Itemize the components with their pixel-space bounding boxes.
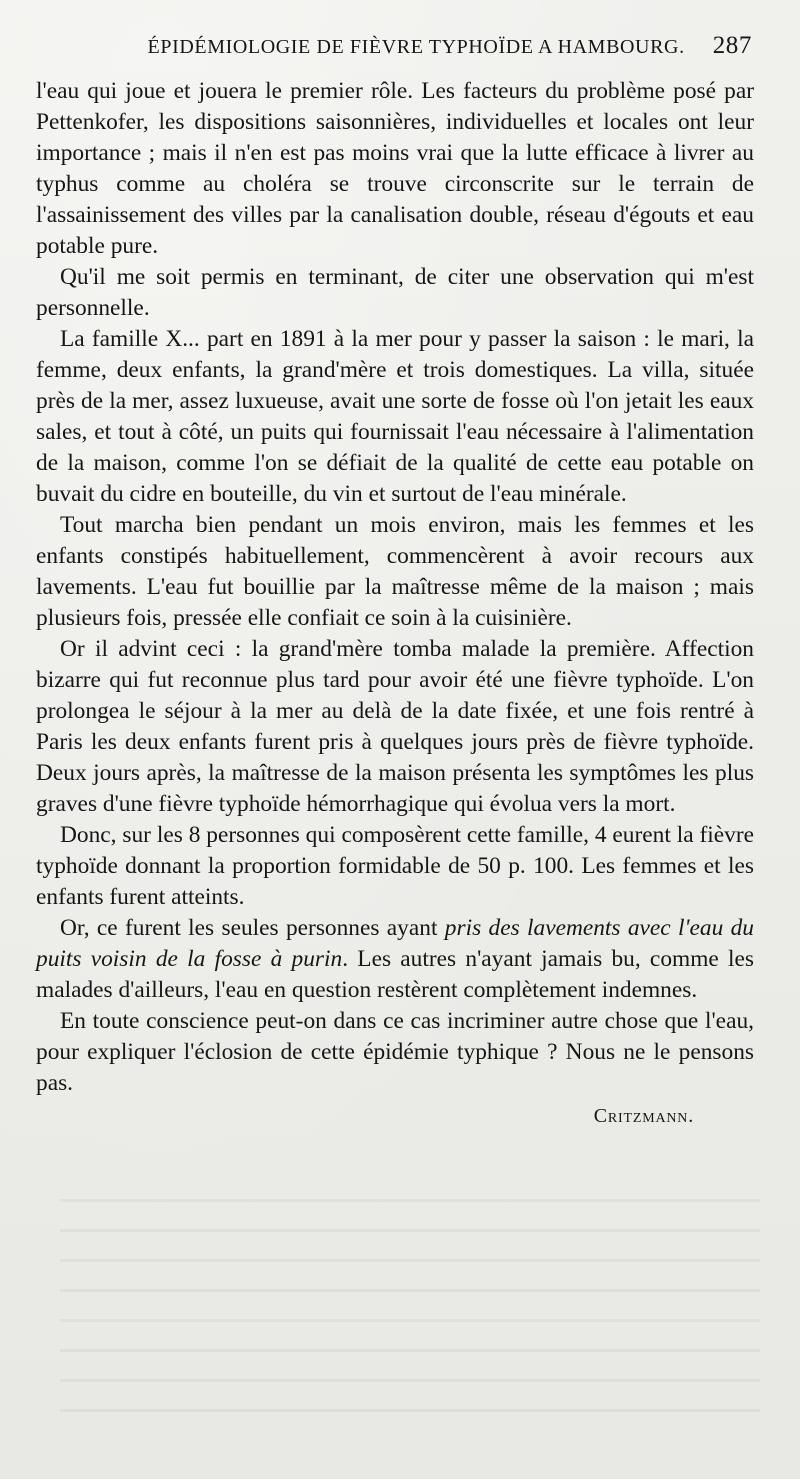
article-body — [36, 76, 754, 1099]
paragraph-family-villa: La famille X... part en 1891 à la mer pour y passer la saison : le mari, la femme, deux enfants, la grand'mère et trois domestiques. La villa, située près de la mer, assez luxueuse, avait une sorte de fosse où l'on jetait les eaux sales, et tout à côté, un puits qui fournissait l'eau nécessaire à l'alimentation de la maison, comme l'on se défiait de la qualité de cette eau potable on buvait du cidre en bouteille, du vin et surtout de l'eau minérale. — [36, 326, 754, 507]
paragraph-conclusion: En toute conscience peut-on dans ce cas incriminer autre chose que l'eau, pour expliquer l'éclosion de cette épidémie typhique ? Nous ne le pensons pas. — [36, 1008, 754, 1096]
paragraph-cause — [36, 913, 754, 1006]
paragraph-proportion: Donc, sur les 8 personnes qui composèrent cette famille, 4 eurent la fièvre typhoïde donnant la proportion formidable de 50 p. 100. Les femmes et les enfants furent atteints. — [36, 822, 754, 910]
running-title: ÉPIDÉMIOLOGIE DE FIÈVRE TYPHOÏDE A HAMBOURG. — [147, 36, 685, 58]
paragraph-illness: Or il advint ceci : la grand'mère tomba malade la première. Affection bizarre qui fut reconnue plus tard pour avoir été une fièvre typhoïde. L'on prolongea le séjour à la mer au delà de la date fixée, et une fois rentré à Paris les deux enfants furent pris à quelques jours près de fièvre typhoïde. Deux jours après, la maîtresse de la maison présenta les symptômes les plus graves d'une fièvre typhoïde hémorrhagique qui évolua vers la mort. — [36, 636, 754, 817]
page-header — [36, 32, 754, 60]
paragraph-lavements: Tout marcha bien pendant un mois environ, mais les femmes et les enfants constipés habituellement, commencèrent à avoir recours aux lavements. L'eau fut bouillie par la maîtresse même de la maison ; mais plusieurs fois, pressée elle confiait ce soin à la cuisinière. — [36, 512, 754, 631]
page-number: 287 — [712, 32, 752, 59]
show-through-texture — [60, 1199, 760, 1439]
cause-text-italic: pris des lavements avec l'eau du puits voisin de la fosse à purin — [36, 915, 754, 972]
paragraph-continuation: l'eau qui joue et jouera le premier rôle. Les facteurs du problème posé par Pettenkofer, les dispositions saisonnières, individuelles et locales ont leur importance ; mais il n'en est pas moins vrai que la lutte efficace à livrer au typhus comme au choléra se trouve circonscrite sur le terrain de l'assainissement des villes par la canalisation double, réseau d'égouts et eau potable pure. — [36, 78, 754, 259]
paragraph-intro-observation: Qu'il me soit permis en terminant, de citer une observation qui m'est personnelle. — [36, 264, 754, 321]
cause-text-lead: Or, ce furent les seules personnes ayant — [60, 915, 445, 941]
author-signature: Critzmann. — [593, 1105, 694, 1127]
cause-text-tail: . Les autres n'ayant jamais bu, comme les malades d'ailleurs, l'eau en question restèrent complètement indemnes. — [36, 946, 754, 1003]
